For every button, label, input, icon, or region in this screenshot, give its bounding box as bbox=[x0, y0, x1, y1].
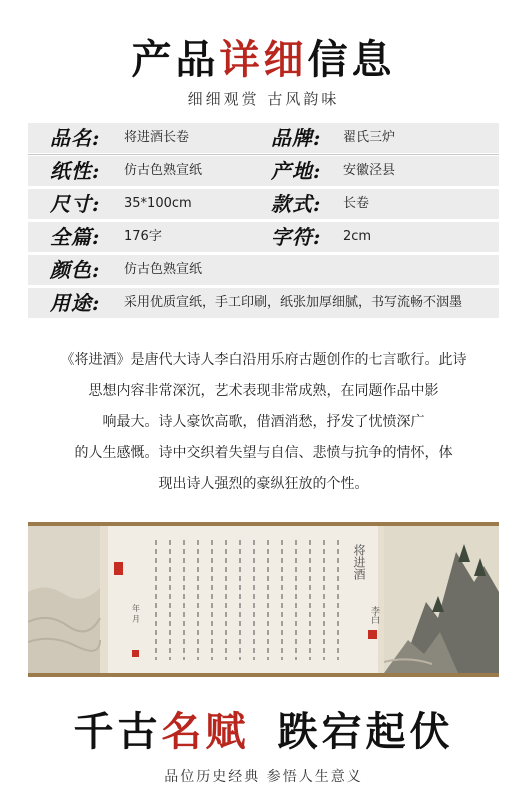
date-seal bbox=[132, 650, 139, 657]
brand-label: 品牌: bbox=[271, 126, 322, 150]
description-line: 《将进酒》是唐代大诗人李白沿用乐府古题创作的七言歌行。此诗 bbox=[60, 352, 467, 368]
right-landscape-painting bbox=[384, 526, 499, 673]
left-landscape-painting bbox=[28, 526, 100, 673]
scroll-poem-title: 将进酒 bbox=[352, 544, 366, 580]
name-label: 品名: bbox=[50, 126, 101, 150]
info-row-use bbox=[28, 288, 499, 318]
size-label: 尺寸: bbox=[50, 192, 101, 216]
description-line: 的人生感慨。诗中交织着失望与自信、悲愤与抗争的情怀，体 bbox=[74, 445, 453, 461]
info-row-size-style bbox=[28, 189, 499, 219]
full-text-label: 全篇: bbox=[50, 225, 101, 249]
full-text-value: 176字 bbox=[124, 229, 162, 244]
size-value: 35*100cm bbox=[124, 196, 192, 211]
use-label: 用途: bbox=[50, 291, 101, 315]
use-value: 采用优质宣纸，手工印刷，纸张加厚细腻，书写流畅不洇墨 bbox=[124, 295, 463, 310]
scroll-author: 李白 bbox=[369, 606, 379, 624]
origin-label: 产地: bbox=[271, 159, 322, 183]
footer-banner bbox=[0, 700, 527, 757]
description-line: 思想内容非常深沉，艺术表现非常成熟，在同题作品中影 bbox=[88, 383, 439, 399]
title-part1: 产品 bbox=[131, 36, 220, 83]
description-line: 现出诗人强烈的豪纵狂放的个性。 bbox=[158, 476, 369, 492]
leading-seal bbox=[114, 562, 123, 575]
page-title bbox=[0, 28, 527, 85]
footer-tagline: 品位历史经典 参悟人生意义 bbox=[164, 769, 363, 785]
banner-part2: 跌宕起伏 bbox=[277, 708, 454, 755]
product-info-table bbox=[28, 123, 499, 321]
color-label: 颜色: bbox=[50, 258, 101, 282]
calligraphy-scroll-image bbox=[28, 522, 499, 677]
info-row-full-char bbox=[28, 222, 499, 252]
origin-value: 安徽泾县 bbox=[343, 163, 396, 178]
product-description bbox=[40, 345, 487, 500]
author-seal bbox=[368, 630, 377, 639]
info-row-name-brand bbox=[28, 123, 499, 153]
paper-value: 仿古色熟宣纸 bbox=[124, 163, 203, 178]
description-line: 响最大。诗人豪饮高歌，借酒消愁，抒发了忧愤深广 bbox=[102, 414, 425, 430]
banner-part1: 千古 bbox=[73, 708, 162, 755]
paper-label: 纸性: bbox=[50, 159, 101, 183]
banner-highlight: 名赋 bbox=[161, 708, 250, 755]
info-row-paper-origin bbox=[28, 156, 499, 186]
char-size-label: 字符: bbox=[271, 225, 322, 249]
style-value: 长卷 bbox=[343, 196, 370, 211]
title-highlight: 详细 bbox=[219, 36, 308, 83]
color-value: 仿古色熟宣纸 bbox=[124, 262, 203, 277]
title-part2: 信息 bbox=[307, 36, 396, 83]
info-row-color bbox=[28, 255, 499, 285]
scroll-top-edge bbox=[28, 522, 499, 526]
style-label: 款式: bbox=[271, 192, 322, 216]
char-size-value: 2cm bbox=[343, 229, 372, 244]
scroll-bottom-edge bbox=[28, 673, 499, 677]
name-value: 将进酒长卷 bbox=[124, 130, 190, 145]
brand-value: 翟氏三炉 bbox=[343, 130, 396, 145]
page-subtitle: 细细观赏 古风韵味 bbox=[187, 90, 340, 108]
scroll-date-mark: 年 月 bbox=[131, 604, 141, 623]
